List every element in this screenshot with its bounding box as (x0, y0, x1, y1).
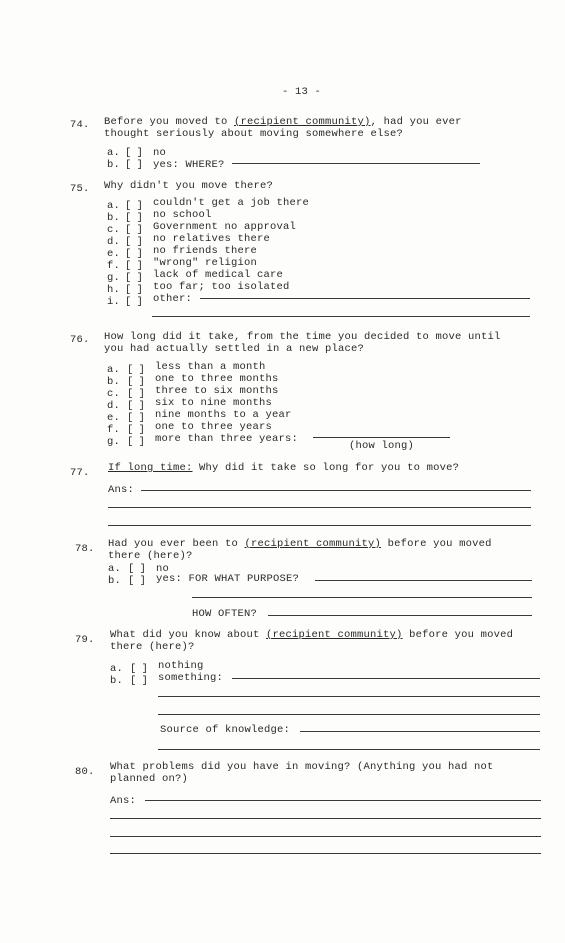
q75-option-i-checkbox[interactable]: [ ] (125, 296, 143, 308)
q76-option-e-letter: e. (107, 412, 121, 424)
q79-source-line-1[interactable] (300, 731, 540, 732)
q76-option-a-checkbox[interactable]: [ ] (127, 364, 145, 376)
q75-option-a-letter: a. (107, 200, 121, 212)
q75-option-d-label: no relatives there (153, 233, 271, 245)
q75-option-g-checkbox[interactable]: [ ] (125, 272, 143, 284)
q75-option-e-label: no friends there (153, 245, 258, 257)
q77-ans-label: Ans: (108, 484, 135, 496)
q80-line2: planned on?) (110, 773, 189, 785)
q79-option-a-checkbox[interactable]: [ ] (130, 663, 148, 675)
q74-option-a-label: no (153, 147, 167, 159)
q77-line (108, 462, 459, 474)
q77-number: 77. (70, 467, 90, 479)
q75-option-d-checkbox[interactable]: [ ] (125, 236, 143, 248)
q76-option-g-label: more than three years: (155, 433, 299, 445)
q75-option-c-letter: c. (107, 224, 121, 236)
q76-option-c-checkbox[interactable]: [ ] (127, 388, 145, 400)
q79-source-label: Source of knowledge: (160, 724, 291, 736)
q78-placeholder: (recipient community) (244, 538, 382, 550)
q76-option-a-label: less than a month (155, 361, 266, 373)
q75-option-g-letter: g. (107, 272, 121, 284)
q78-text-end: before you moved (381, 538, 492, 550)
q79-option-b-checkbox[interactable]: [ ] (130, 675, 148, 687)
q75-option-f-label: "wrong" religion (153, 257, 258, 269)
q79-something-line-2[interactable] (158, 696, 540, 697)
q79-something-line-1[interactable] (232, 678, 540, 679)
q75-option-b-checkbox[interactable]: [ ] (125, 212, 143, 224)
q75-number: 75. (70, 183, 90, 195)
q75-option-g-label: lack of medical care (153, 269, 284, 281)
q80-answer-line-2[interactable] (110, 818, 541, 819)
q74-number: 74. (70, 119, 90, 131)
q76-option-c-label: three to six months (155, 385, 279, 397)
q80-answer-line-4[interactable] (110, 853, 541, 854)
q75-option-h-label: too far; too isolated (153, 281, 290, 293)
q77-question: Why did it take so long for you to move? (199, 462, 460, 474)
q76-option-d-checkbox[interactable]: [ ] (127, 400, 145, 412)
q75-option-b-label: no school (153, 209, 212, 221)
q75-question: Why didn't you move there? (104, 180, 274, 192)
q76-option-b-letter: b. (107, 376, 121, 388)
q78-option-a-letter: a. (108, 563, 122, 575)
q78-purpose-line-1[interactable] (315, 580, 532, 581)
q75-option-i-label: other: (153, 293, 193, 305)
q78-option-a-label: no (156, 563, 170, 575)
q74-option-b-label: yes: WHERE? (153, 159, 225, 171)
q77-answer-line-3[interactable] (108, 525, 531, 526)
q76-option-e-checkbox[interactable]: [ ] (127, 412, 145, 424)
q77-answer-line-1[interactable] (141, 490, 531, 491)
q74-option-b-checkbox[interactable]: [ ] (125, 159, 143, 171)
q76-option-f-label: one to three years (155, 421, 273, 433)
q75-option-f-checkbox[interactable]: [ ] (125, 260, 143, 272)
q78-option-b-label: yes: FOR WHAT PURPOSE? (156, 573, 300, 585)
q80-line1: What problems did you have in moving? (Anything you had not (110, 761, 494, 773)
q74-line1 (104, 116, 462, 128)
q74-option-b-letter: b. (107, 159, 121, 171)
q76-option-d-letter: d. (107, 400, 121, 412)
q76-how-long-caption: (how long) (349, 440, 415, 452)
q78-number: 78. (75, 543, 95, 555)
q76-line1: How long did it take, from the time you decided to move until (104, 331, 501, 343)
q80-answer-line-3[interactable] (110, 836, 541, 837)
q76-option-b-label: one to three months (155, 373, 279, 385)
q79-placeholder: (recipient community) (266, 629, 403, 641)
q78-line1 (108, 538, 492, 550)
page-number: - 13 - (282, 86, 322, 98)
q79-text: What did you know about (110, 629, 267, 641)
q76-number: 76. (70, 334, 90, 346)
q74-where-line[interactable] (232, 163, 480, 164)
q79-line2: there (here)? (110, 641, 195, 653)
q78-how-often-label: HOW OFTEN? (192, 608, 258, 620)
q76-option-a-letter: a. (107, 364, 121, 376)
q75-option-a-checkbox[interactable]: [ ] (125, 200, 143, 212)
q76-option-g-checkbox[interactable]: [ ] (127, 436, 145, 448)
q78-how-often-line[interactable] (268, 615, 532, 616)
q76-option-c-letter: c. (107, 388, 121, 400)
q78-purpose-line-2[interactable] (192, 597, 532, 598)
q76-option-f-checkbox[interactable]: [ ] (127, 424, 145, 436)
q75-option-e-letter: e. (107, 248, 121, 260)
q80-ans-label: Ans: (110, 795, 137, 807)
q74-placeholder: (recipient community) (234, 116, 371, 128)
q76-how-long-line[interactable] (313, 437, 450, 438)
q79-option-b-label: something: (158, 672, 224, 684)
q75-other-line-2[interactable] (152, 316, 530, 317)
q79-source-line-2[interactable] (158, 749, 540, 750)
q80-answer-line-1[interactable] (145, 800, 541, 801)
q79-text-end: before you moved (402, 629, 514, 641)
q74-line2: thought seriously about moving somewhere else? (104, 128, 404, 140)
q75-option-f-letter: f. (107, 260, 121, 272)
q78-text: Had you ever been to (108, 538, 245, 550)
q75-other-line-1[interactable] (200, 298, 530, 299)
q79-option-a-label: nothing (158, 660, 204, 672)
q75-option-i-letter: i. (107, 296, 121, 308)
q79-something-line-3[interactable] (158, 714, 540, 715)
q78-option-b-checkbox[interactable]: [ ] (128, 575, 146, 587)
q74-text: Before you moved to (104, 116, 235, 128)
q74-option-a-letter: a. (107, 147, 121, 159)
q80-number: 80. (75, 766, 95, 778)
q75-option-d-letter: d. (107, 236, 121, 248)
q76-option-g-letter: g. (107, 436, 121, 448)
q79-number: 79. (75, 634, 95, 646)
q77-lead: If long time: (108, 462, 193, 474)
q77-answer-line-2[interactable] (108, 507, 531, 508)
q79-option-a-letter: a. (110, 663, 124, 675)
q76-option-e-label: nine months to a year (155, 409, 292, 421)
q75-option-e-checkbox[interactable]: [ ] (125, 248, 143, 260)
q79-option-b-letter: b. (110, 675, 124, 687)
q78-line2: there (here)? (108, 550, 193, 562)
q75-option-c-label: Government no approval (153, 221, 297, 233)
q76-option-b-checkbox[interactable]: [ ] (127, 376, 145, 388)
q79-line1 (110, 629, 513, 641)
q76-option-f-letter: f. (107, 424, 121, 436)
q76-option-d-label: six to nine months (155, 397, 273, 409)
q74-text-end: , had you ever (370, 116, 462, 128)
q78-option-a-checkbox[interactable]: [ ] (128, 563, 146, 575)
q75-option-h-letter: h. (107, 284, 121, 296)
q75-option-b-letter: b. (107, 212, 121, 224)
q75-option-c-checkbox[interactable]: [ ] (125, 224, 143, 236)
q75-option-h-checkbox[interactable]: [ ] (125, 284, 143, 296)
q75-option-a-label: couldn't get a job there (153, 197, 310, 209)
q76-line2: you had actually settled in a new place? (104, 343, 365, 355)
q78-option-b-letter: b. (108, 575, 122, 587)
q74-option-a-checkbox[interactable]: [ ] (125, 147, 143, 159)
